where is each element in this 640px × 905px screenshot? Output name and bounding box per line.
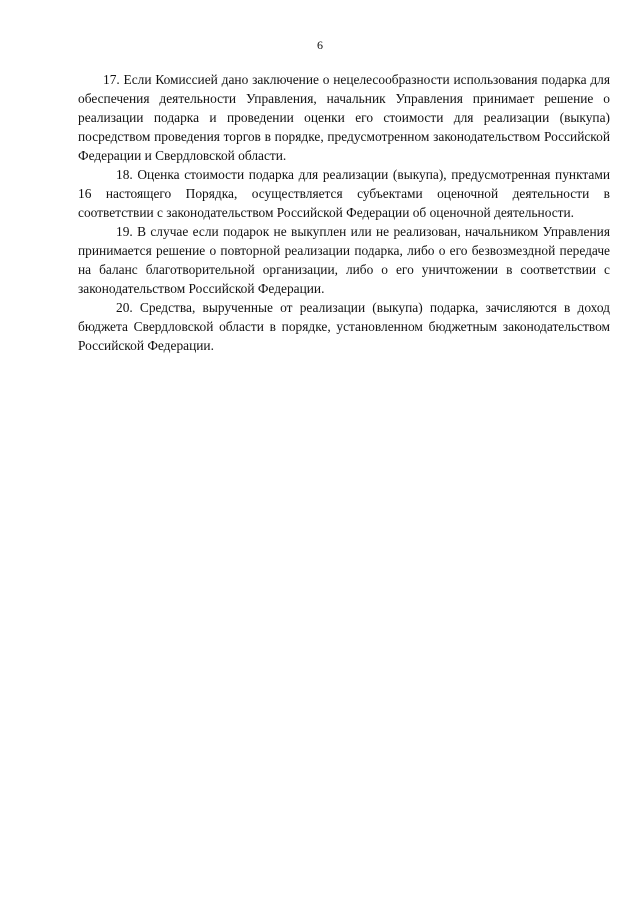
- paragraph-20: 20. Средства, вырученные от реализации (выкупа) подарка, зачисляются в доход бюджета Свердловской области в порядке, установленном бюджетным законодательством Российской Федерации.: [78, 300, 610, 353]
- paragraph-17: 17. Если Комиссией дано заключение о нецелесообразности использования подарка для обеспечения деятельности Управления, начальник Управления принимает решение о реализации подарка и проведении оценки его стоимости для реализации (выкупа) посредством проведения торгов в порядке, предусмотренном законодательством Российской Федерации и Свердловской области.: [78, 72, 610, 163]
- page-number: 6: [317, 38, 323, 52]
- document-body: [78, 70, 610, 355]
- paragraph-18: 18. Оценка стоимости подарка для реализации (выкупа), предусмотренная пунктами 16 настоящего Порядка, осуществляется субъектами оценочной деятельности в соответствии с законодательством Российской Федерации об оценочной деятельности.: [78, 167, 610, 220]
- paragraph-19: 19. В случае если подарок не выкуплен или не реализован, начальником Управления принимается решение о повторной реализации подарка, либо о его безвозмездной передаче на баланс благотворительной организации, либо о его уничтожении в соответствии с законодательством Российской Федерации.: [78, 224, 610, 296]
